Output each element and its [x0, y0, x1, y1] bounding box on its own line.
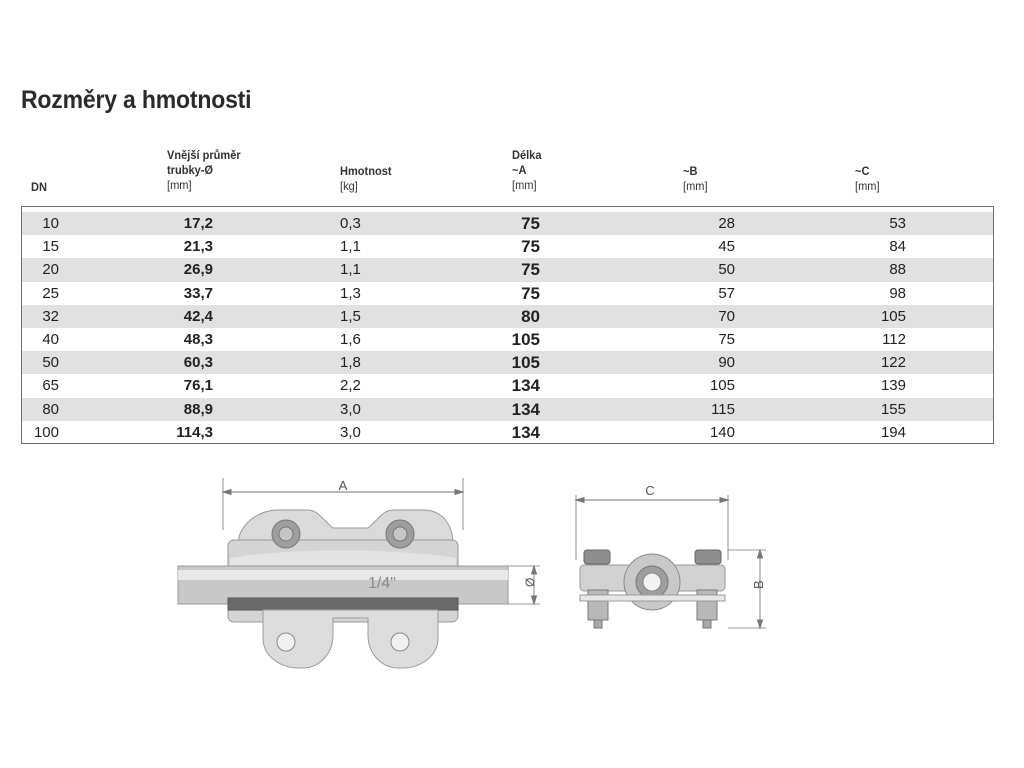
- cell-dn: 50: [42, 354, 59, 372]
- cell-dn: 65: [42, 377, 59, 395]
- cell-dn: 25: [42, 284, 59, 302]
- cell-weight: 1,1: [340, 261, 361, 279]
- cell-length-a: 80: [521, 306, 540, 326]
- cell-c: 88: [889, 261, 906, 279]
- cell-b: 28: [718, 215, 735, 232]
- clamp-technical-drawing: [168, 470, 788, 680]
- cell-b: 75: [718, 331, 735, 348]
- cell-weight: 2,2: [340, 377, 361, 395]
- cell-length-a: 75: [521, 237, 540, 257]
- table-row: [22, 351, 993, 374]
- cell-dn: 80: [42, 400, 59, 418]
- cell-b: 45: [718, 238, 735, 256]
- cell-c: 105: [880, 307, 906, 325]
- cell-c: 112: [882, 331, 906, 348]
- header-outer-diameter-label: Vnější průměr trubky-Ø: [167, 148, 241, 177]
- table-row: [22, 398, 993, 421]
- cell-b: 57: [718, 284, 735, 302]
- cell-b: 90: [718, 354, 735, 372]
- header-dn: DN: [31, 180, 47, 194]
- cell-outer-diameter: 60,3: [183, 354, 213, 372]
- cell-b: 140: [709, 423, 735, 441]
- cell-dn: 20: [42, 261, 59, 279]
- header-weight: [340, 164, 396, 194]
- cell-weight: 1,8: [340, 354, 361, 372]
- table-row: [22, 305, 993, 328]
- page-title: Rozměry a hmotnosti: [21, 86, 252, 114]
- cell-outer-diameter: 76,1: [183, 377, 213, 395]
- cell-dn: 10: [42, 215, 59, 232]
- header-weight-unit: [kg]: [340, 179, 358, 193]
- side-view: [576, 495, 766, 628]
- table-row: [22, 421, 993, 444]
- cell-length-a: 134: [511, 422, 540, 442]
- cell-weight: 0,3: [340, 215, 361, 232]
- cell-length-a: 75: [521, 283, 540, 303]
- dimension-diameter-label: Ø: [523, 577, 537, 587]
- cell-outer-diameter: 21,3: [183, 238, 213, 256]
- cell-b: 115: [711, 400, 735, 418]
- cell-outer-diameter: 26,9: [183, 261, 213, 279]
- cell-dn: 40: [42, 331, 59, 348]
- cell-c: 155: [880, 400, 906, 418]
- cell-outer-diameter: 42,4: [183, 307, 213, 325]
- cell-weight: 1,5: [340, 307, 361, 325]
- clamp-stamp-text: 1/4": [368, 575, 396, 592]
- cell-length-a: 75: [521, 214, 540, 233]
- dimension-a-label: A: [338, 478, 348, 493]
- dimension-c-label: C: [645, 483, 655, 498]
- cell-c: 122: [880, 354, 906, 372]
- header-length-unit: [mm]: [512, 178, 537, 192]
- cell-weight: 3,0: [340, 400, 361, 418]
- cell-length-a: 75: [521, 260, 540, 280]
- cell-length-a: 134: [511, 399, 540, 419]
- cell-dn: 100: [33, 423, 59, 441]
- header-b: [683, 164, 710, 194]
- cell-length-a: 105: [511, 330, 540, 349]
- header-weight-label: Hmotnost: [340, 164, 392, 178]
- cell-b: 50: [718, 261, 735, 279]
- front-view: [178, 478, 540, 668]
- dimensions-table: [21, 206, 994, 444]
- table-row: [22, 258, 993, 281]
- header-outer-diameter: [167, 148, 247, 193]
- cell-c: 194: [880, 423, 906, 441]
- cell-outer-diameter: 88,9: [183, 400, 213, 418]
- cell-outer-diameter: 33,7: [183, 284, 213, 302]
- cell-weight: 1,6: [340, 331, 361, 348]
- table-row: [22, 374, 993, 397]
- cell-weight: 1,1: [340, 238, 361, 256]
- cell-weight: 1,3: [340, 284, 361, 302]
- header-length: [512, 148, 544, 193]
- cell-dn: 15: [42, 238, 59, 256]
- header-length-label: Délka ~A: [512, 148, 542, 177]
- header-b-unit: [mm]: [683, 179, 708, 193]
- cell-weight: 3,0: [340, 423, 361, 441]
- cell-c: 98: [889, 284, 906, 302]
- cell-length-a: 105: [511, 353, 540, 373]
- cell-outer-diameter: 48,3: [183, 331, 213, 348]
- cell-c: 139: [880, 377, 906, 395]
- cell-c: 84: [889, 238, 906, 256]
- table-row: [22, 282, 993, 305]
- cell-b: 70: [718, 307, 735, 325]
- cell-c: 53: [889, 215, 906, 232]
- cell-outer-diameter: 17,2: [183, 215, 213, 232]
- header-outer-diameter-unit: [mm]: [167, 178, 192, 192]
- table-row: [22, 328, 993, 351]
- dimension-b-label: B: [751, 580, 766, 589]
- table-row: [22, 235, 993, 258]
- header-c-label: ~C: [855, 164, 870, 178]
- cell-dn: 32: [42, 307, 59, 325]
- cell-b: 105: [709, 377, 735, 395]
- header-c: [855, 164, 882, 194]
- header-c-unit: [mm]: [855, 179, 880, 193]
- header-b-label: ~B: [683, 164, 698, 178]
- table-row: [22, 212, 993, 235]
- cell-length-a: 134: [511, 376, 540, 396]
- cell-outer-diameter: 114,3: [176, 423, 213, 441]
